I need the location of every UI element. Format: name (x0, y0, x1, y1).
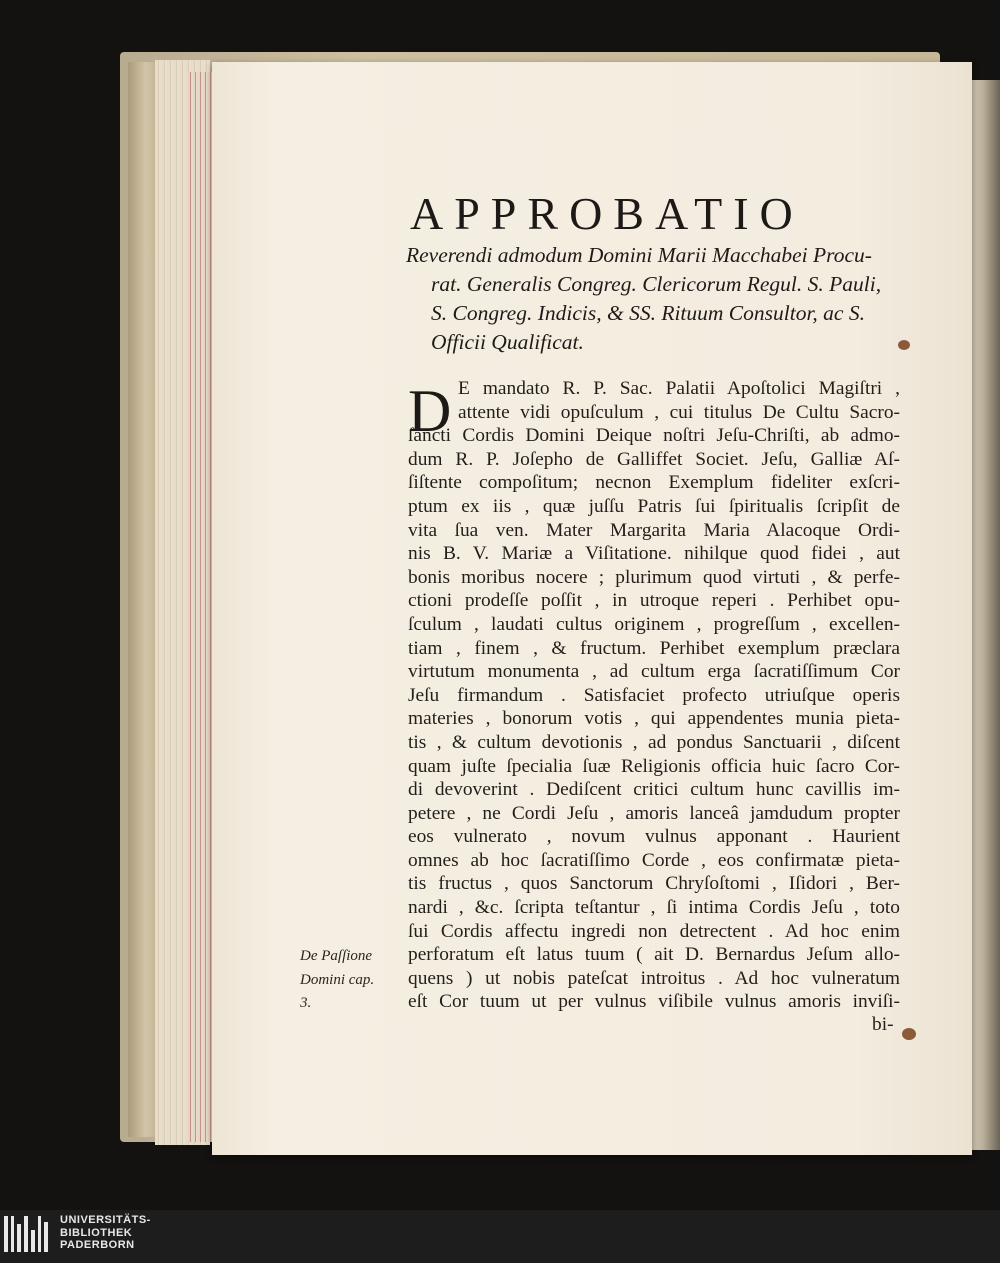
body-line: nardi , &c. ſcripta teſtantur , ſi intima Cordis Jeſu , toto (408, 897, 900, 919)
library-logo-icon (4, 1216, 48, 1252)
body-line: di devoverint . Dediſcent critici cultum hunc cavillis im- (408, 779, 900, 801)
body-text (408, 377, 900, 1014)
body-line: eos vulnerato , novum vulnus apponant . Haurient (408, 826, 900, 848)
body-line: eſt Cor tuum ut per vulnus viſibile vulnus amoris inviſi- (408, 991, 900, 1013)
body-line: petere , ne Cordi Jeſu , amoris lanceâ jamdudum propter (408, 802, 900, 824)
body-line: ſui Cordis affectu ingredi non detrectent . Ad hoc enim (408, 920, 900, 942)
catchword: bi- (872, 1014, 894, 1035)
body-line: virtutum monumenta , ad cultum erga ſacratiſſimum Cor (408, 661, 900, 683)
body-line: attente vidi opuſculum , cui titulus De Cultu Sacro- (458, 401, 900, 423)
body-line: E mandato R. P. Sac. Palatii Apoſtolici Magiſtri , (458, 378, 900, 399)
book-spine-edge (128, 62, 158, 1137)
body-line: bonis moribus nocere ; plurimum quod virtuti , & perfe- (408, 566, 900, 588)
body-line: tis fructus , quos Sanctorum Chryſoſtomi , Iſidori , Ber- (408, 873, 900, 895)
margin-note (300, 945, 396, 1016)
body-line: perforatum eſt latus tuum ( ait D. Bernardus Jeſum allo- (408, 944, 900, 966)
page-title: APPROBATIO (410, 188, 804, 239)
body-line: ſancti Cordis Domini Deique noſtri Jeſu-Chriſti, ab admo- (408, 425, 900, 447)
body-line: materies , bonorum votis , qui appendentes munia pieta- (408, 708, 900, 730)
subtitle-line: Reverendi admodum Domini Marii Macchabei Procu- (406, 243, 872, 267)
body-line: ſiſtente compoſitum; necnon Exemplum fideliter exſcri- (408, 472, 900, 494)
drop-capital: D (408, 378, 452, 444)
margin-note-line: 3. (300, 995, 312, 1012)
body-line: dum R. P. Joſepho de Galliffet Societ. Jeſu, Galliæ Aſ- (408, 448, 900, 470)
library-logo-text (60, 1214, 151, 1252)
body-line: ctioni prodeſſe poſſit , in utroque reperi . Perhibet opu- (408, 590, 900, 612)
subtitle-line: S. Congreg. Indicis, & SS. Rituum Consultor, ac S. (431, 301, 865, 325)
logo-line: PADERBORN (60, 1239, 135, 1251)
margin-note-line: De Paſſione (300, 948, 373, 964)
margin-note-line: Domini cap. (300, 971, 375, 988)
body-line: quam juſte ſpecialia ſuæ Religionis officia huic ſacro Cor- (408, 755, 900, 777)
subtitle-line: Officii Qualificat. (431, 330, 584, 354)
body-line: vita ſua ven. Mater Margarita Maria Alacoque Ordi- (408, 519, 900, 541)
body-line: Jeſu firmandum . Satisfaciet profecto utriuſque operis (408, 684, 900, 706)
body-line: tis , & cultum devotionis , ad pondus Sanctuarii , diſcent (408, 731, 900, 753)
body-line: tiam , finem , & fructum. Perhibet exemplum præclara (408, 637, 900, 659)
body-line: ſculum , laudati cultus originem , progreſſum , excellen- (408, 613, 900, 635)
logo-line: BIBLIOTHEK (60, 1226, 133, 1239)
ink-stain (902, 1028, 916, 1040)
body-line: ptum ex iis , quæ juſſu Patris ſui ſpiritualis ſcripſit de (408, 495, 900, 517)
body-line: omnes ab hoc ſacratiſſimo Corde , eos confirmatæ pieta- (408, 849, 900, 871)
subtitle-line: rat. Generalis Congreg. Clericorum Regul. S. Pauli, (431, 272, 882, 296)
logo-line: UNIVERSITÄTS- (60, 1214, 151, 1226)
body-line: nis B. V. Mariæ a Viſitatione. nihilque quod fidei , aut (408, 543, 900, 565)
body-line: quens ) ut nobis pateſcat introitus . Ad hoc vulneratum (408, 967, 900, 989)
approbation-subtitle (406, 241, 906, 357)
ink-stain (898, 340, 910, 350)
